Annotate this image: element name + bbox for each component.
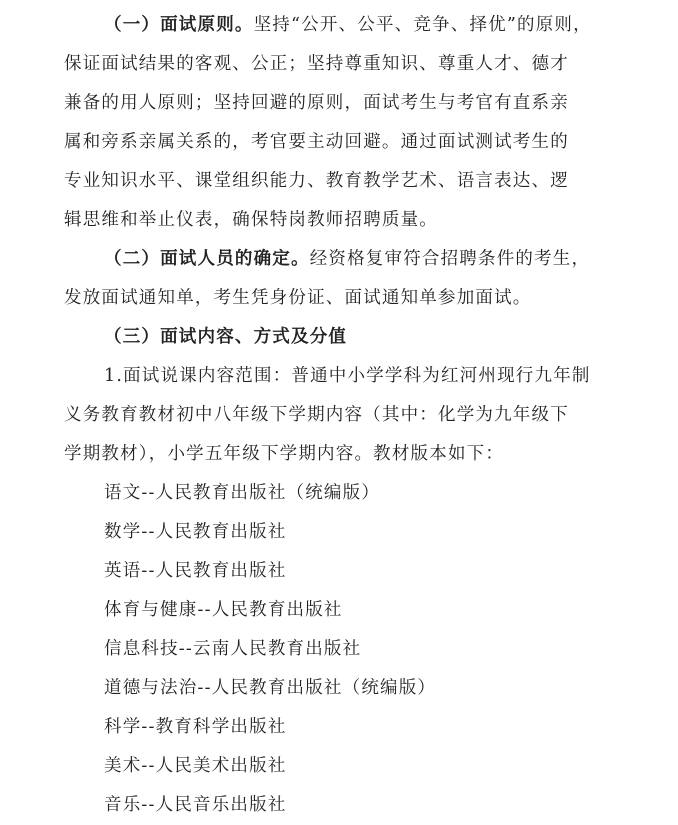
section1-line1 [64, 6, 614, 45]
section1-heading: （一）面试原则。 [104, 15, 254, 35]
section1-line6: 辑思维和举止仪表，确保特岗教师招聘质量。 [64, 210, 438, 230]
textbook-item: 英语--人民教育出版社 [104, 561, 287, 581]
textbook-item: 数学--人民教育出版社 [104, 522, 287, 542]
section1-line1-text: 坚持“公开、公平、竞争、择优”的原则， [253, 15, 592, 35]
textbook-item: 科学--教育科学出版社 [104, 717, 287, 737]
section2-heading: （二）面试人员的确定。 [104, 249, 310, 269]
textbook-item: 语文--人民教育出版社（统编版） [104, 483, 381, 503]
section1-line4: 属和旁系亲属关系的，考官要主动回避。通过面试测试考生的 [64, 132, 569, 152]
section2-line2: 发放面试通知单，考生凭身份证、面试通知单参加面试。 [64, 288, 532, 308]
textbook-item: 音乐--人民音乐出版社 [104, 795, 287, 815]
textbook-item: 道德与法治--人民教育出版社（统编版） [104, 678, 437, 698]
item1-line3: 学期教材），小学五年级下学期内容。教材版本如下： [64, 444, 505, 464]
textbook-item: 信息科技--云南人民教育出版社 [104, 639, 362, 659]
section1-line5: 专业知识水平、课堂组织能力、教育教学艺术、语言表达、逻 [64, 171, 569, 191]
section1-line2: 保证面试结果的客观、公正；坚持尊重知识、尊重人才、德才 [64, 54, 569, 74]
section2-line1-text: 经资格复审符合招聘条件的考生， [309, 249, 591, 269]
section1-line3: 兼备的用人原则；坚持回避的原则，面试考生与考官有直系亲 [64, 93, 569, 113]
textbook-item: 美术--人民美术出版社 [104, 756, 287, 776]
section3-heading: （三）面试内容、方式及分值 [104, 327, 348, 347]
section2-line1 [64, 240, 614, 279]
item1-line1: 1.面试说课内容范围：普通中小学学科为红河州现行九年制 [104, 366, 591, 386]
textbook-item: 体育与健康--人民教育出版社 [104, 600, 343, 620]
item1-line2: 义务教育教材初中八年级下学期内容（其中：化学为九年级下 [64, 405, 569, 425]
